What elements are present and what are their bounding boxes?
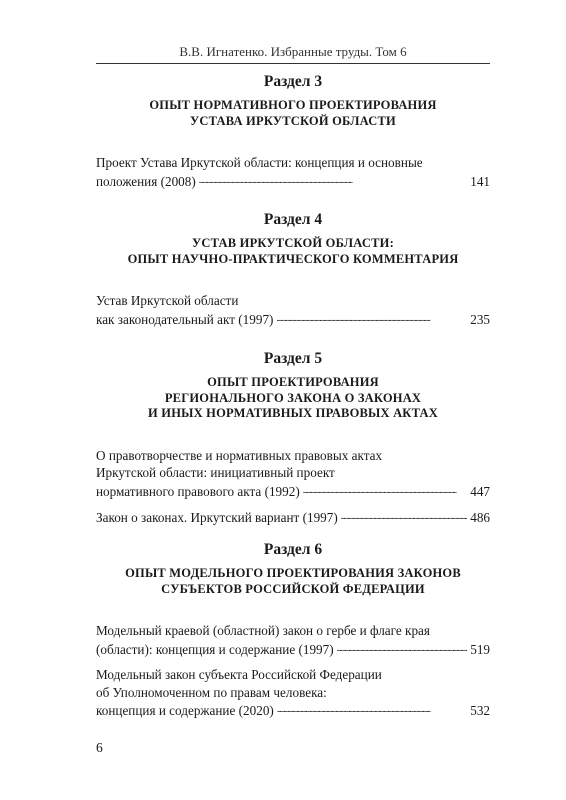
entry-line: Модельный краевой (областной) закон о гербе и флаге края <box>96 623 430 638</box>
toc-entries <box>96 292 490 328</box>
entry-page-number: 532 <box>470 703 490 718</box>
toc-entry[interactable] <box>96 154 490 190</box>
entry-line: О правотворчестве и нормативных правовых актах <box>96 447 383 463</box>
section-label: Раздел 4 <box>263 211 323 228</box>
entry-line: Иркутской области: инициативный проект <box>96 465 335 480</box>
section-title <box>96 98 490 129</box>
header-rule <box>96 63 490 64</box>
section-title-line: РЕГИОНАЛЬНОГО ЗАКОНА О ЗАКОНАХ <box>164 390 422 405</box>
dot-leader <box>337 640 468 654</box>
toc-entry[interactable] <box>96 622 490 658</box>
dot-leader <box>199 172 467 186</box>
toc-entry[interactable] <box>96 292 490 328</box>
toc-entry[interactable] <box>96 508 490 527</box>
toc-entry[interactable] <box>96 447 490 501</box>
toc-entry[interactable] <box>96 666 490 720</box>
section-title <box>96 375 490 422</box>
entry-last-line <box>96 482 490 501</box>
toc-entries <box>96 154 490 190</box>
entry-page-number: 486 <box>470 510 490 525</box>
entry-page-number: 447 <box>470 483 490 499</box>
entry-line: Устав Иркутской области <box>96 293 239 308</box>
dot-leader <box>276 310 467 324</box>
page <box>96 0 490 800</box>
entry-page-number: 519 <box>470 641 490 657</box>
section-label: Раздел 3 <box>263 73 323 90</box>
section-title-line: УСТАВА ИРКУТСКОЙ ОБЛАСТИ <box>190 113 396 128</box>
entry-page-number: 235 <box>470 311 490 327</box>
section-label: Раздел 6 <box>263 541 323 558</box>
section-title <box>96 236 490 267</box>
toc-entries <box>96 622 490 720</box>
section-title-line: ОПЫТ ПРОЕКТИРОВАНИЯ <box>207 375 379 389</box>
dot-leader <box>303 482 467 496</box>
page-number: 6 <box>96 740 103 755</box>
entry-last-line <box>96 640 490 659</box>
entry-title-end: Закон о законах. Иркутский вариант (1997) <box>96 510 338 525</box>
entry-title-end: концепция и содержание (2020) <box>96 703 274 718</box>
section-title-line: ОПЫТ НОРМАТИВНОГО ПРОЕКТИРОВАНИЯ <box>149 98 437 112</box>
section-title-line: ОПЫТ НАУЧНО-ПРАКТИЧЕСКОГО КОММЕНТАРИЯ <box>127 251 459 266</box>
entry-title-end: (области): концепция и содержание (1997) <box>96 641 334 657</box>
entry-last-line <box>96 508 490 527</box>
entry-line: об Уполномоченном по правам человека: <box>96 684 327 700</box>
section-4 <box>96 210 490 336</box>
section-title-line: И ИНЫХ НОРМАТИВНЫХ ПРАВОВЫХ АКТАХ <box>148 406 438 420</box>
entry-title-end: положения (2008) <box>96 173 196 189</box>
entry-last-line <box>96 310 490 329</box>
entry-line: Модельный закон субъекта Российской Федерации <box>96 667 382 682</box>
section-label: Раздел 5 <box>263 350 323 367</box>
section-5 <box>96 349 490 535</box>
entry-last-line <box>96 701 490 720</box>
entry-line: Проект Устава Иркутской области: концепция и основные <box>96 155 423 170</box>
section-title <box>96 566 490 597</box>
section-3 <box>96 72 490 198</box>
section-6 <box>96 540 490 728</box>
entry-page-number: 141 <box>470 173 490 189</box>
dot-leader <box>341 508 467 522</box>
section-title-line: СУБЪЕКТОВ РОССИЙСКОЙ ФЕДЕРАЦИИ <box>161 581 425 596</box>
section-title-line: ОПЫТ МОДЕЛЬНОГО ПРОЕКТИРОВАНИЯ ЗАКОНОВ <box>125 566 461 580</box>
section-title-line: УСТАВ ИРКУТСКОЙ ОБЛАСТИ: <box>192 236 394 250</box>
dot-leader <box>277 701 467 715</box>
entry-title-end: нормативного правового акта (1992) <box>96 483 300 499</box>
entry-title-end: как законодательный акт (1997) <box>96 311 274 327</box>
entry-last-line <box>96 172 490 191</box>
running-head: В.В. Игнатенко. Избранные труды. Том 6 <box>179 44 407 59</box>
toc-entries <box>96 447 490 527</box>
